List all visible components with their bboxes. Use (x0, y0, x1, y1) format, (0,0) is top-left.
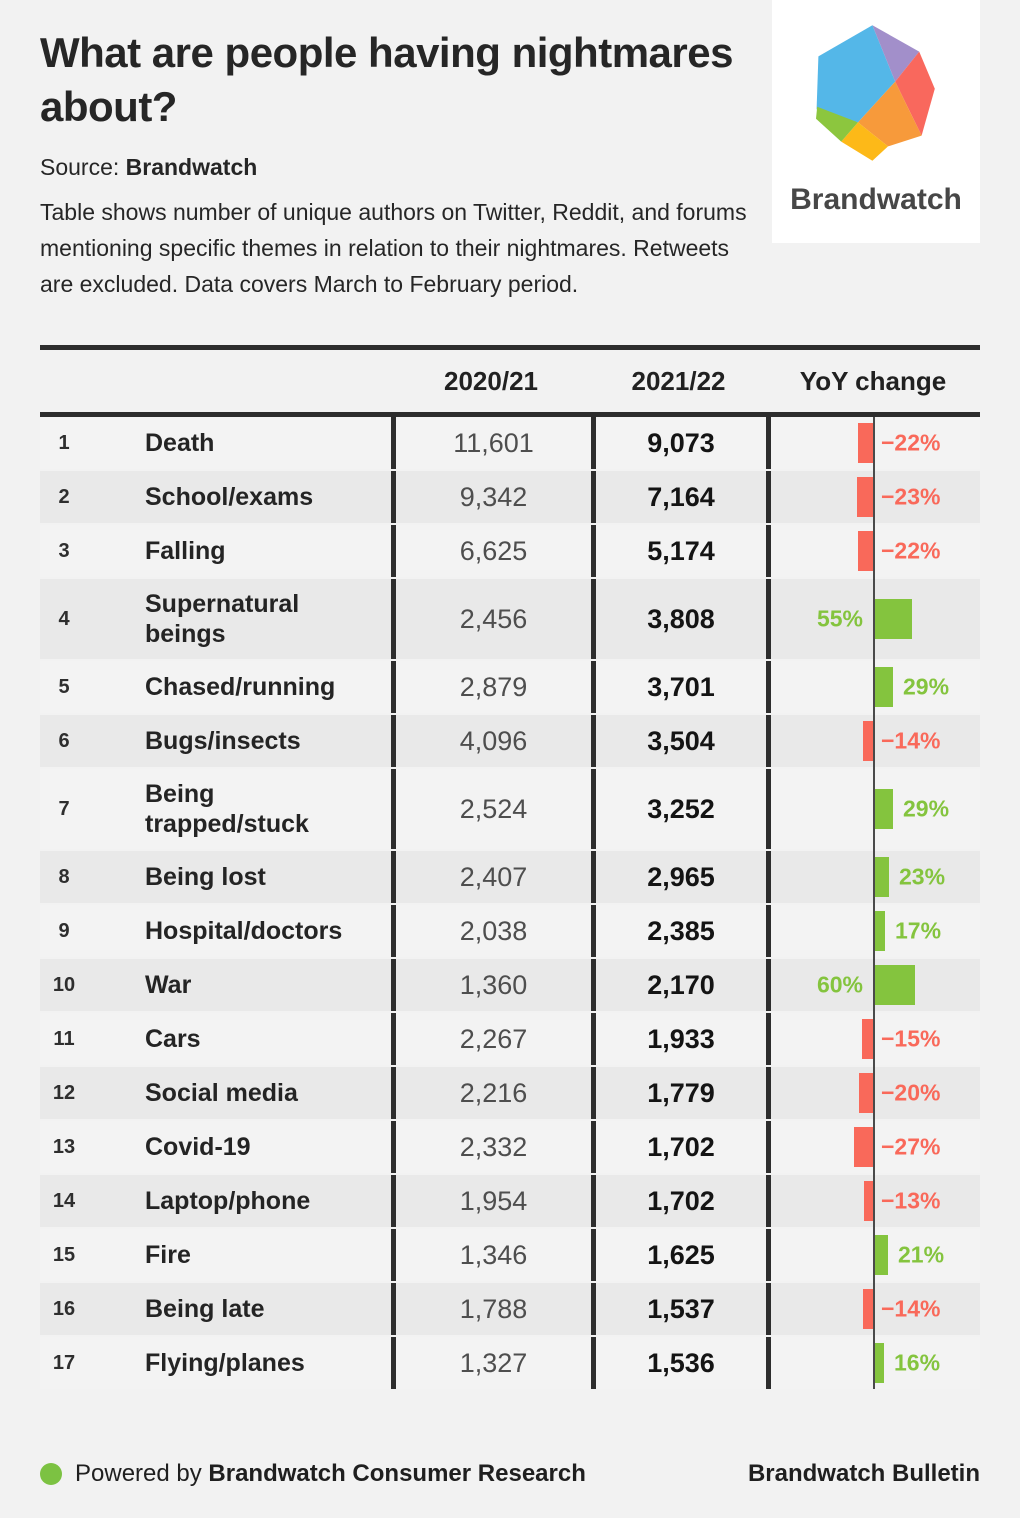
value-2020-cell: 2,524 (391, 769, 591, 849)
yoy-bar-positive (873, 599, 912, 639)
value-2020-cell: 2,216 (391, 1067, 591, 1119)
yoy-label: 60% (816, 971, 863, 998)
nightmares-table (40, 345, 980, 1391)
yoy-bar-negative (858, 531, 873, 571)
value-2020-cell: 1,788 (391, 1283, 591, 1335)
value-2021-cell: 1,933 (591, 1013, 766, 1065)
value-2021-cell: 3,701 (591, 661, 766, 713)
table-body (40, 417, 980, 1389)
rank-label: 16 (52, 1297, 76, 1320)
theme-label: Fire (145, 1241, 191, 1269)
yoy-label: 23% (899, 863, 946, 890)
yoy-label: −20% (881, 1079, 941, 1106)
theme-cell (40, 715, 391, 767)
yoy-bar-negative (863, 1289, 873, 1329)
value-2021-cell: 3,252 (591, 769, 766, 849)
table-row (40, 1229, 980, 1281)
theme-cell (40, 1121, 391, 1173)
brandwatch-dot-icon (40, 1463, 62, 1485)
rank-label: 13 (52, 1135, 76, 1158)
theme-label: School/exams (145, 483, 314, 511)
value-2021-cell: 1,702 (591, 1175, 766, 1227)
table-row (40, 661, 980, 713)
theme-cell (40, 905, 391, 957)
value-2020-cell: 1,360 (391, 959, 591, 1011)
yoy-label: 21% (898, 1241, 945, 1268)
theme-label: Bugs/insects (145, 727, 301, 755)
theme-cell (40, 417, 391, 469)
table-row (40, 471, 980, 523)
page-title: What are people having nightmares about? (40, 29, 733, 130)
yoy-bar-negative (857, 477, 873, 517)
yoy-label: −22% (881, 537, 941, 564)
description: Table shows number of unique authors on Twitter, Reddit, and forums mentioning specific themes in relation to their nightmares. Retweets are excluded. Data covers March to February period. (40, 199, 747, 297)
powered-by-name: Brandwatch Consumer Research (208, 1460, 586, 1487)
theme-label: Social media (145, 1079, 298, 1107)
rank-label: 1 (58, 431, 70, 454)
value-2020-cell: 2,332 (391, 1121, 591, 1173)
theme-label: Cars (145, 1025, 201, 1053)
value-2020-cell: 2,407 (391, 851, 591, 903)
yoy-bar-negative (862, 1019, 873, 1059)
theme-label: Chased/running (145, 673, 336, 701)
value-2020-cell: 11,601 (391, 417, 591, 469)
yoy-bar-negative (854, 1127, 873, 1167)
value-2020-cell: 1,346 (391, 1229, 591, 1281)
table-row (40, 1283, 980, 1335)
theme-cell (40, 1067, 391, 1119)
theme-cell (40, 525, 391, 577)
value-2021-cell: 1,537 (591, 1283, 766, 1335)
brandwatch-wordmark: Brandwatch (790, 183, 962, 216)
yoy-label: −27% (881, 1133, 941, 1160)
theme-label: Flying/planes (145, 1349, 305, 1377)
value-2020-cell: 1,327 (391, 1337, 591, 1389)
rank-label: 12 (52, 1081, 76, 1104)
yoy-label: −13% (881, 1187, 941, 1214)
value-2021-cell: 7,164 (591, 471, 766, 523)
value-2020-cell: 6,625 (391, 525, 591, 577)
yoy-bar-positive (873, 857, 889, 897)
source-name: Brandwatch (125, 154, 258, 180)
yoy-label: −23% (881, 483, 941, 510)
rank-label: 11 (53, 1027, 75, 1050)
yoy-label: −22% (881, 429, 941, 456)
column-header-2021: 2021/22 (631, 365, 726, 396)
value-2021-cell: 3,504 (591, 715, 766, 767)
table-row (40, 1067, 980, 1119)
rank-label: 5 (58, 675, 70, 698)
value-2021-cell: 2,965 (591, 851, 766, 903)
rank-label: 7 (58, 797, 70, 820)
theme-cell (40, 769, 391, 849)
table-row (40, 851, 980, 903)
table-row (40, 769, 980, 849)
theme-cell (40, 1283, 391, 1335)
table-header-row (40, 350, 980, 412)
footer (40, 1452, 980, 1496)
yoy-bar-positive (873, 965, 915, 1005)
brandwatch-gem-icon (816, 25, 936, 161)
rank-label: 4 (58, 607, 70, 630)
rank-label: 8 (58, 865, 70, 888)
rank-label: 2 (58, 485, 70, 508)
theme-cell (40, 471, 391, 523)
rank-label: 15 (52, 1243, 76, 1266)
table-row (40, 525, 980, 577)
rank-label: 17 (52, 1351, 76, 1374)
value-2021-cell: 1,702 (591, 1121, 766, 1173)
table-row (40, 715, 980, 767)
rank-label: 6 (58, 729, 70, 752)
yoy-label: −14% (881, 1295, 941, 1322)
source-label: Source: (40, 154, 126, 180)
yoy-label: 55% (816, 605, 863, 632)
theme-label: Laptop/phone (145, 1187, 311, 1215)
powered-by (75, 1460, 586, 1488)
theme-cell (40, 661, 391, 713)
value-2020-cell: 1,954 (391, 1175, 591, 1227)
yoy-label: 29% (903, 795, 950, 822)
yoy-label: −14% (881, 727, 941, 754)
theme-cell (40, 1337, 391, 1389)
source-line (40, 154, 770, 181)
header (40, 26, 770, 302)
zero-axis (873, 417, 875, 1389)
theme-label: Hospital/doctors (145, 917, 343, 945)
value-2020-cell: 2,456 (391, 579, 591, 659)
table-row (40, 1337, 980, 1389)
theme-cell (40, 851, 391, 903)
theme-label: Death (145, 429, 215, 457)
yoy-label: −15% (881, 1025, 941, 1052)
value-2021-cell: 1,536 (591, 1337, 766, 1389)
theme-cell (40, 1013, 391, 1065)
yoy-bar-negative (864, 1181, 873, 1221)
yoy-bar-negative (858, 423, 873, 463)
rank-label: 14 (52, 1189, 76, 1212)
theme-label: Being trapped/stuck (145, 780, 309, 838)
value-2021-cell: 9,073 (591, 417, 766, 469)
rank-label: 9 (58, 919, 70, 942)
powered-by-prefix: Powered by (75, 1460, 209, 1487)
value-2020-cell: 2,038 (391, 905, 591, 957)
table-row (40, 579, 980, 659)
theme-cell (40, 579, 391, 659)
yoy-bar-negative (863, 721, 873, 761)
yoy-bar-positive (873, 789, 893, 829)
value-2021-cell: 2,385 (591, 905, 766, 957)
value-2020-cell: 9,342 (391, 471, 591, 523)
theme-label: Supernatural beings (145, 590, 300, 648)
bulletin-label: Brandwatch Bulletin (747, 1460, 980, 1487)
value-2021-cell: 2,170 (591, 959, 766, 1011)
value-2021-cell: 1,779 (591, 1067, 766, 1119)
table-row (40, 1013, 980, 1065)
value-2021-cell: 1,625 (591, 1229, 766, 1281)
column-header-2020: 2020/21 (444, 365, 538, 396)
yoy-bar-positive (873, 1235, 888, 1275)
theme-cell (40, 1229, 391, 1281)
theme-cell (40, 1175, 391, 1227)
value-2021-cell: 5,174 (591, 525, 766, 577)
theme-cell (40, 959, 391, 1011)
yoy-label: 17% (895, 917, 942, 944)
value-2020-cell: 2,879 (391, 661, 591, 713)
table-row (40, 417, 980, 469)
theme-label: Falling (145, 537, 226, 565)
rank-label: 10 (52, 973, 76, 996)
rank-label: 3 (58, 539, 70, 562)
yoy-bar-negative (859, 1073, 873, 1113)
value-2021-cell: 3,808 (591, 579, 766, 659)
theme-label: Covid-19 (145, 1133, 251, 1161)
yoy-label: 16% (894, 1349, 941, 1376)
table-row (40, 1121, 980, 1173)
theme-label: Being lost (145, 863, 266, 891)
table-row (40, 905, 980, 957)
value-2020-cell: 4,096 (391, 715, 591, 767)
brandwatch-logo-card (772, 0, 980, 243)
theme-label: Being late (145, 1295, 265, 1323)
theme-label: War (145, 971, 192, 999)
table-row (40, 1175, 980, 1227)
column-header-yoy: YoY change (799, 365, 947, 396)
table-row (40, 959, 980, 1011)
value-2020-cell: 2,267 (391, 1013, 591, 1065)
yoy-bar-positive (873, 667, 893, 707)
yoy-label: 29% (903, 673, 950, 700)
